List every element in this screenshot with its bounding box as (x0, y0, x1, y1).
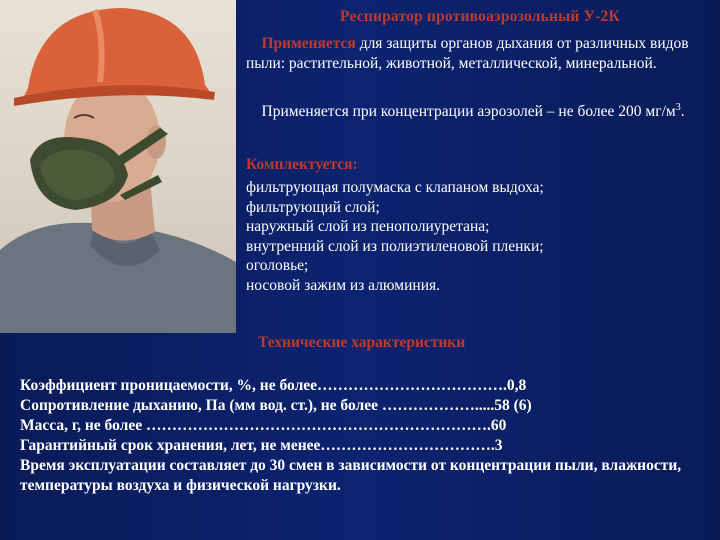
kit-list (246, 178, 716, 295)
kit-item: фильтрующая полумаска с клапаном выдоха; (246, 179, 544, 196)
purpose-text: для защиты органов дыхания от различных видов пыли: растительной, животной, металлической, минеральной. (246, 35, 689, 72)
concentration-end: . (680, 103, 685, 121)
spec-item: Гарантийный срок хранения, лет, не менее…………………………….3 (20, 437, 503, 454)
worker-illustration (0, 0, 236, 333)
kit-item: наружный слой из пенополиуретана; (246, 218, 490, 235)
kit-item: внутренний слой из полиэтиленовой пленки; (246, 237, 544, 255)
kit-item: оголовье; (246, 257, 309, 274)
spec-list (20, 376, 710, 496)
kit-heading: Комплектуется: (246, 156, 358, 173)
purpose-paragraph (246, 34, 714, 73)
kit-item: носовой зажим из алюминия. (246, 276, 440, 294)
concentration-sup: 3 (675, 102, 681, 113)
tech-heading: Технические характеристики (258, 334, 466, 351)
page-title: Респиратор противоаэрозольный У-2К (340, 8, 620, 25)
kit-item: фильтрующий слой; (246, 198, 380, 216)
respirator-photo (0, 0, 236, 333)
purpose-lead: Применяется (261, 35, 356, 52)
spec-item: Время эксплуатации составляет до 30 смен в зависимости от концентрации пыли, влажности, температуры воздуха и физической нагрузки. (20, 457, 682, 494)
concentration-paragraph (246, 98, 714, 122)
spec-item: Коэффициент проницаемости, %, не более……………………………….0,8 (20, 377, 527, 394)
concentration-text: Применяется при концентрации аэрозолей – не более 200 мг/м (261, 103, 676, 121)
spec-item: Сопротивление дыханию, Па (мм вод. ст.), не более ……………….....58 (6) (20, 397, 532, 414)
spec-item: Масса, г, не более ………………………………………………………….60 (20, 417, 507, 434)
